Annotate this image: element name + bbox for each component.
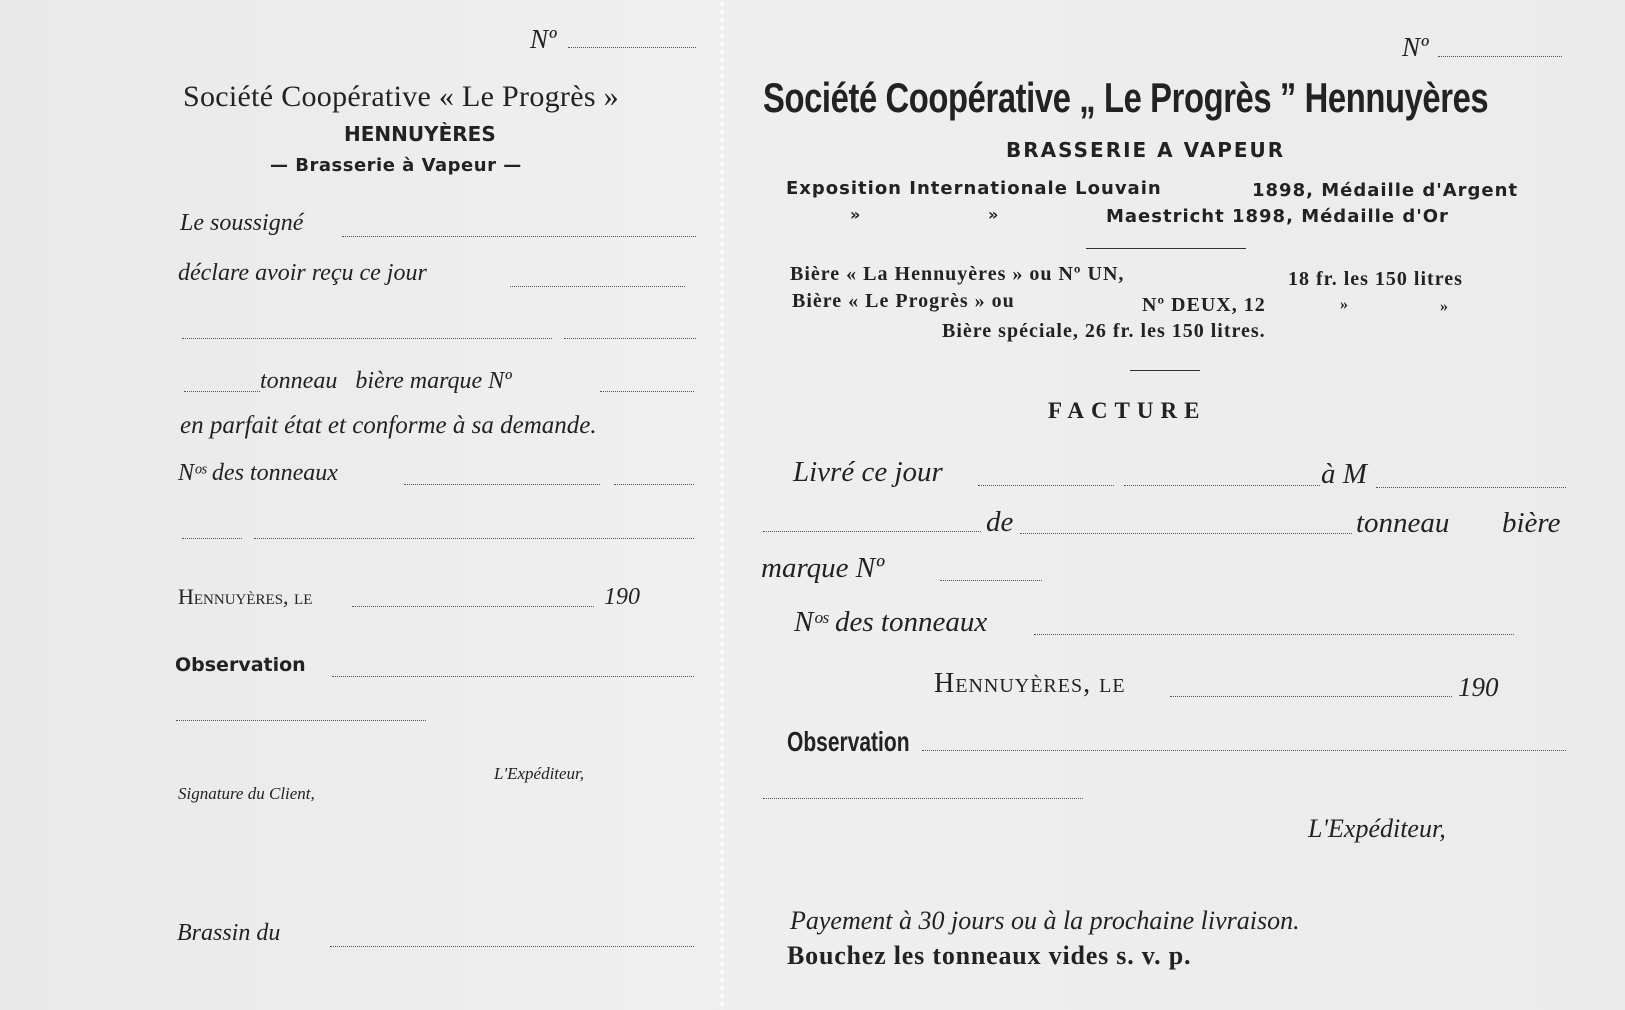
barrel-count-field-invoice[interactable]	[1020, 533, 1352, 534]
customer-name-field[interactable]	[1376, 487, 1566, 488]
stub-barrel-numbers-field-c[interactable]	[182, 538, 242, 539]
delivered-label: Livré ce jour	[793, 456, 943, 488]
brew-batch-label: Brassin du	[177, 920, 281, 946]
undersigned-field[interactable]	[342, 236, 696, 237]
beer-2-ditto-2: »	[1440, 298, 1448, 315]
stub-barrel-numbers-field-a[interactable]	[404, 484, 600, 485]
quantity-field[interactable]	[763, 531, 981, 532]
invoice-town-date-label: Hennuyères, le	[934, 668, 1126, 699]
beer-2-ditto-1: »	[1340, 296, 1348, 313]
expo-louvain-medal: 1898, Médaille d'Argent	[1252, 180, 1519, 201]
delivered-date-field-a[interactable]	[978, 485, 1114, 486]
stub-number-label: Nº	[530, 24, 557, 54]
invoice-observation-field-b[interactable]	[763, 798, 1083, 799]
stub-date-field[interactable]	[352, 606, 594, 607]
invoice-number-label: Nº	[1402, 32, 1429, 62]
stub-brewery-line: — Brasserie à Vapeur —	[270, 155, 522, 176]
received-line-field-b[interactable]	[564, 338, 696, 339]
invoice-observation-field-a[interactable]	[922, 750, 1566, 751]
barrel-label: tonneau	[1356, 507, 1450, 539]
brand-no-field[interactable]	[940, 580, 1042, 581]
invoice-observation-label: Observation	[787, 726, 910, 757]
beer-1-price: 18 fr. les 150 litres	[1288, 268, 1463, 290]
perforation-line	[718, 0, 726, 1010]
beer-2-name: Bière « Le Progrès » ou	[792, 290, 1015, 312]
invoice-year: 190	[1458, 672, 1499, 702]
cork-notice: Bouchez les tonneaux vides s. v. p.	[787, 941, 1192, 970]
brew-batch-field[interactable]	[330, 946, 694, 947]
to-mr-label: à M	[1321, 458, 1367, 490]
undersigned-label: Le soussigné	[180, 210, 304, 236]
stub-number-field[interactable]	[568, 47, 696, 48]
barrel-beer-label: tonneau bière marque Nº	[260, 368, 512, 394]
header-divider	[1086, 248, 1246, 249]
stub-observation-label: Observation	[175, 654, 306, 676]
stub-town-date-label: Hennuyères, le	[178, 584, 313, 609]
ornament-divider	[1130, 370, 1200, 371]
stub-year: 190	[604, 584, 640, 610]
expo-ditto-1: »	[850, 205, 861, 224]
received-date-field[interactable]	[510, 286, 685, 287]
beer-label: bière	[1502, 507, 1561, 539]
payment-terms: Payement à 30 jours ou à la prochaine livraison.	[790, 906, 1300, 935]
invoice-barrel-numbers-label: Nᵒˢ des tonneaux	[794, 606, 988, 638]
barrel-count-field[interactable]	[184, 391, 260, 392]
invoice-title: FACTURE	[1048, 398, 1207, 423]
beer-3-special: Bière spéciale, 26 fr. les 150 litres.	[942, 320, 1266, 342]
stub-sender-label: L'Expéditeur,	[494, 764, 585, 783]
delivered-date-field-b[interactable]	[1124, 485, 1320, 486]
stub-barrel-numbers-field-b[interactable]	[614, 484, 694, 485]
beer-2-number-price: Nº DEUX, 12	[1142, 294, 1266, 316]
condition-text: en parfait état et conforme à sa demande.	[180, 412, 597, 439]
invoice-barrel-numbers-field[interactable]	[1034, 634, 1514, 635]
invoice-date-field[interactable]	[1170, 696, 1452, 697]
beer-brand-no-field[interactable]	[600, 391, 694, 392]
of-label: de	[986, 506, 1014, 538]
invoice-number-field[interactable]	[1438, 56, 1562, 57]
client-signature-label: Signature du Client,	[178, 784, 315, 803]
stub-town: HENNUYÈRES	[344, 122, 496, 146]
invoice-society-name: Société Coopérative „ Le Progrès ” Hennuyères	[763, 74, 1489, 121]
expo-ditto-2: »	[988, 205, 999, 224]
invoice-sender-label: L'Expéditeur,	[1308, 814, 1446, 843]
received-line-field-a[interactable]	[182, 338, 552, 339]
stub-observation-field-b[interactable]	[176, 720, 426, 721]
declares-label: déclare avoir reçu ce jour	[178, 260, 427, 286]
expo-maestricht-medal: Maestricht 1898, Médaille d'Or	[1106, 206, 1449, 227]
beer-1-name: Bière « La Hennuyères » ou Nº UN,	[790, 263, 1125, 285]
stub-observation-field-a[interactable]	[332, 676, 694, 677]
stub-society-name: Société Coopérative « Le Progrès »	[183, 80, 619, 113]
stub-barrel-numbers-field-d[interactable]	[254, 538, 694, 539]
stub-barrel-numbers-label: Nᵒˢ des tonneaux	[178, 460, 338, 486]
brand-no-label: marque Nº	[761, 552, 885, 584]
expo-louvain: Exposition Internationale Louvain	[786, 178, 1162, 199]
invoice-brewery: BRASSERIE A VAPEUR	[1006, 138, 1286, 162]
